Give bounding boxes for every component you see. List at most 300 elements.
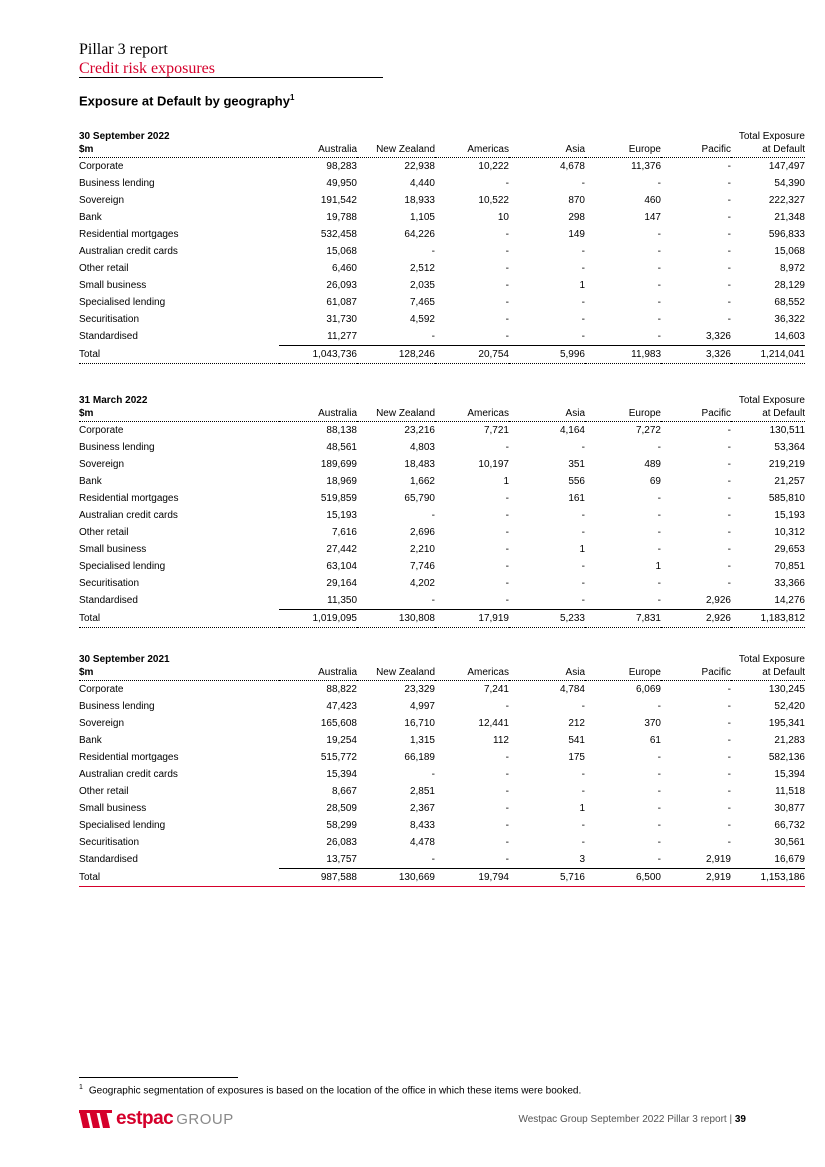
cell-value: 1 [655, 561, 661, 572]
table-row [79, 473, 805, 490]
cell-value: 1 [503, 476, 509, 487]
cell-value: 10,312 [774, 527, 805, 538]
cell-value: - [505, 769, 509, 780]
cell-value: 10,522 [478, 195, 509, 206]
row-label: Standardised [79, 854, 138, 866]
cell-value: 212 [568, 718, 585, 729]
cell-value: - [727, 459, 731, 470]
cell-value: - [727, 246, 731, 257]
total-value: 1,183,812 [731, 610, 805, 628]
cell-value: 222,327 [768, 195, 805, 206]
column-header: Asia [509, 666, 585, 681]
cell-value: - [581, 263, 585, 274]
cell-value: - [581, 595, 585, 606]
cell-value: 47,423 [326, 701, 357, 712]
cell-value: 596,833 [768, 229, 805, 240]
cell-value: - [431, 246, 435, 257]
header-spacer [661, 653, 731, 666]
cell-value: 4,997 [409, 701, 435, 712]
total-label: Total [79, 610, 279, 628]
cell-value: 28,509 [326, 803, 357, 814]
total-value: 1,019,095 [279, 610, 357, 628]
total-value: 5,233 [509, 610, 585, 628]
row-label: Residential mortgages [79, 493, 179, 504]
cell-value: 7,465 [409, 297, 435, 308]
row-label: Standardised [79, 331, 138, 343]
row-label: Specialised lending [79, 820, 166, 831]
total-header-line1: Total Exposure [738, 654, 805, 665]
cell-value: 147 [644, 212, 661, 223]
cell-value: 61 [649, 735, 661, 746]
cell-value: 18,933 [404, 195, 435, 206]
cell-value: - [657, 578, 661, 589]
cell-value: - [431, 769, 435, 780]
cell-value: - [657, 854, 661, 865]
cell-value: 19,788 [326, 212, 357, 223]
total-value: 2,919 [661, 869, 731, 887]
cell-value: - [657, 314, 661, 325]
cell-value: - [727, 735, 731, 746]
cell-value: - [727, 837, 731, 848]
header-spacer [585, 653, 661, 666]
cell-value: 88,822 [326, 684, 357, 695]
cell-value: 1,315 [409, 735, 435, 746]
page-number: 39 [734, 1114, 746, 1125]
cell-value: 18,483 [404, 459, 435, 470]
total-value: 987,588 [279, 869, 357, 887]
cell-value: 298 [568, 212, 585, 223]
cell-value: 165,608 [320, 718, 357, 729]
cell-value: - [727, 195, 731, 206]
column-header: Americas [435, 407, 509, 422]
cell-value: 29,164 [326, 578, 357, 589]
cell-value: - [727, 212, 731, 223]
cell-value: - [505, 854, 509, 865]
cell-value: - [581, 527, 585, 538]
cell-value: 10,222 [478, 161, 509, 172]
cell-value: 541 [568, 735, 585, 746]
cell-value: 13,757 [326, 854, 357, 865]
cell-value: - [727, 263, 731, 274]
cell-value: - [727, 425, 731, 436]
cell-value: 16,679 [774, 854, 805, 865]
total-value: 1,214,041 [731, 346, 805, 364]
cell-value: 7,272 [635, 425, 661, 436]
row-label: Corporate [79, 161, 124, 172]
table-row [79, 507, 805, 524]
footnote-marker: 1 [79, 1084, 83, 1091]
cell-value: - [505, 314, 509, 325]
unit-label: $m [79, 143, 279, 158]
cell-value: 66,732 [774, 820, 805, 831]
cell-value: - [727, 752, 731, 763]
cell-value: 4,164 [559, 425, 585, 436]
cell-value: 15,193 [774, 510, 805, 521]
cell-value: - [505, 578, 509, 589]
cell-value: - [657, 769, 661, 780]
cell-value: - [657, 786, 661, 797]
exposure-table-mar-2022 [79, 394, 805, 628]
cell-value: - [727, 701, 731, 712]
cell-value: - [727, 561, 731, 572]
table-row [79, 766, 805, 783]
total-value: 2,926 [661, 610, 731, 628]
cell-value: 195,341 [768, 718, 805, 729]
row-label: Securitisation [79, 314, 140, 325]
cell-value: 4,678 [559, 161, 585, 172]
column-header: Europe [585, 666, 661, 681]
cell-value: 31,730 [326, 314, 357, 325]
cell-value: 4,202 [409, 578, 435, 589]
row-label: Business lending [79, 178, 155, 189]
table-row [79, 294, 805, 311]
cell-value: - [431, 510, 435, 521]
header-spacer [357, 394, 435, 407]
row-label: Other retail [79, 263, 129, 274]
cell-value: - [657, 297, 661, 308]
total-header-line2: at Default [731, 407, 805, 422]
table-row [79, 192, 805, 209]
column-header: Pacific [661, 666, 731, 681]
header-spacer [435, 394, 509, 407]
cell-value: - [727, 314, 731, 325]
cell-value: 15,394 [774, 769, 805, 780]
cell-value: - [581, 510, 585, 521]
table-row [79, 490, 805, 507]
table-row [79, 783, 805, 800]
logo-group-text: GROUP [176, 1110, 234, 1128]
cell-value: 15,193 [326, 510, 357, 521]
cell-value: - [581, 331, 585, 342]
cell-value: 2,210 [409, 544, 435, 555]
cell-value: - [657, 246, 661, 257]
row-label: Sovereign [79, 459, 125, 470]
period-label: 30 September 2021 [79, 654, 170, 665]
cell-value: 189,699 [320, 459, 357, 470]
footer-text: Westpac Group September 2022 Pillar 3 report | [518, 1114, 735, 1125]
cell-value: 18,969 [326, 476, 357, 487]
cell-value: - [657, 178, 661, 189]
cell-value: 870 [568, 195, 585, 206]
cell-value: - [505, 786, 509, 797]
cell-value: 4,478 [409, 837, 435, 848]
cell-value: 4,803 [409, 442, 435, 453]
westpac-w-icon [79, 1109, 115, 1129]
cell-value: 130,245 [768, 684, 805, 695]
table-row [79, 439, 805, 456]
row-label: Other retail [79, 786, 129, 797]
cell-value: - [727, 442, 731, 453]
footnote-divider [79, 1077, 238, 1078]
section-title [79, 93, 294, 108]
column-header: New Zealand [357, 407, 435, 422]
row-label: Residential mortgages [79, 752, 179, 763]
cell-value: 1 [579, 544, 585, 555]
cell-value: - [727, 476, 731, 487]
table-row [79, 175, 805, 192]
total-header-line1: Total Exposure [738, 131, 805, 142]
cell-value: - [727, 493, 731, 504]
cell-value: 23,216 [404, 425, 435, 436]
cell-value: - [657, 527, 661, 538]
cell-value: - [581, 786, 585, 797]
cell-value: - [581, 561, 585, 572]
cell-value: - [727, 161, 731, 172]
row-label: Bank [79, 735, 102, 746]
cell-value: - [505, 803, 509, 814]
cell-value: 8,667 [331, 786, 357, 797]
cell-value: 49,950 [326, 178, 357, 189]
cell-value: - [657, 493, 661, 504]
cell-value: 4,440 [409, 178, 435, 189]
cell-value: 2,851 [409, 786, 435, 797]
cell-value: - [657, 442, 661, 453]
cell-value: - [505, 527, 509, 538]
cell-value: - [505, 544, 509, 555]
cell-value: 11,376 [631, 161, 661, 172]
cell-value: 219,219 [768, 459, 805, 470]
column-header: Asia [509, 407, 585, 422]
cell-value: 14,603 [774, 331, 805, 342]
row-label: Bank [79, 476, 102, 487]
cell-value: - [581, 178, 585, 189]
total-header-line2: at Default [731, 666, 805, 681]
row-label: Securitisation [79, 837, 140, 848]
column-header: Europe [585, 143, 661, 158]
cell-value: 2,919 [705, 854, 731, 865]
cell-value: - [581, 837, 585, 848]
cell-value: - [581, 820, 585, 831]
cell-value: 69 [649, 476, 661, 487]
cell-value: - [581, 297, 585, 308]
cell-value: 1 [579, 280, 585, 291]
cell-value: - [657, 803, 661, 814]
logo-wordmark: estpac [116, 1108, 174, 1129]
cell-value: - [727, 544, 731, 555]
cell-value: 11,518 [775, 786, 805, 797]
cell-value: 10 [497, 212, 509, 223]
total-value: 130,669 [357, 869, 435, 887]
table-row [79, 851, 805, 869]
row-label: Australian credit cards [79, 246, 178, 257]
cell-value: 130,511 [769, 425, 805, 436]
footnote-ref: 1 [289, 93, 295, 102]
cell-value: 28,129 [774, 280, 805, 291]
cell-value: 36,322 [774, 314, 805, 325]
cell-value: - [505, 510, 509, 521]
total-value: 11,983 [585, 346, 661, 364]
cell-value: 21,348 [774, 212, 805, 223]
cell-value: 1,105 [409, 212, 435, 223]
cell-value: 66,189 [404, 752, 435, 763]
cell-value: - [657, 820, 661, 831]
cell-value: 175 [568, 752, 585, 763]
cell-value: - [431, 331, 435, 342]
cell-value: 1 [579, 803, 585, 814]
cell-value: 21,283 [774, 735, 805, 746]
cell-value: 15,068 [774, 246, 805, 257]
cell-value: - [727, 718, 731, 729]
total-value: 19,794 [435, 869, 509, 887]
cell-value: 14,276 [774, 595, 805, 606]
cell-value: - [505, 229, 509, 240]
cell-value: 7,241 [483, 684, 509, 695]
cell-value: - [581, 442, 585, 453]
cell-value: 26,093 [326, 280, 357, 291]
cell-value: 161 [568, 493, 585, 504]
cell-value: 21,257 [774, 476, 805, 487]
cell-value: 2,035 [409, 280, 435, 291]
total-row [79, 610, 805, 628]
cell-value: 52,420 [774, 701, 805, 712]
column-header: Americas [435, 143, 509, 158]
cell-value: 370 [644, 718, 661, 729]
cell-value: 2,367 [409, 803, 435, 814]
table-header-row [79, 653, 805, 666]
cell-value: - [505, 561, 509, 572]
table-row [79, 817, 805, 834]
cell-value: 519,859 [320, 493, 357, 504]
cell-value: 489 [644, 459, 661, 470]
total-value: 7,831 [585, 610, 661, 628]
cell-value: 4,592 [409, 314, 435, 325]
cell-value: 3 [579, 854, 585, 865]
table-row [79, 260, 805, 277]
cell-value: 8,433 [409, 820, 435, 831]
total-value: 130,808 [357, 610, 435, 628]
cell-value: - [657, 752, 661, 763]
cell-value: 15,394 [326, 769, 357, 780]
westpac-logo [79, 1108, 234, 1130]
cell-value: 515,772 [320, 752, 357, 763]
cell-value: - [727, 803, 731, 814]
column-header: New Zealand [357, 143, 435, 158]
table-row [79, 749, 805, 766]
cell-value: - [505, 442, 509, 453]
footnote [79, 1084, 581, 1096]
row-label: Small business [79, 280, 147, 291]
header-spacer [279, 130, 357, 143]
table-header-row [79, 143, 805, 158]
cell-value: - [505, 263, 509, 274]
cell-value: 532,458 [320, 229, 357, 240]
cell-value: 61,087 [326, 297, 357, 308]
row-label: Specialised lending [79, 561, 166, 572]
header-spacer [661, 130, 731, 143]
cell-value: - [505, 493, 509, 504]
cell-value: 11,277 [327, 331, 357, 342]
table-row [79, 732, 805, 749]
column-header: Pacific [661, 143, 731, 158]
cell-value: 58,299 [326, 820, 357, 831]
table-header-row [79, 407, 805, 422]
cell-value: - [505, 820, 509, 831]
cell-value: 1,662 [409, 476, 435, 487]
total-label: Total [79, 346, 279, 364]
row-label: Australian credit cards [79, 510, 178, 521]
cell-value: 68,552 [774, 297, 805, 308]
column-header: Australia [279, 143, 357, 158]
table-row [79, 800, 805, 817]
cell-value: - [727, 178, 731, 189]
cell-value: 48,561 [326, 442, 357, 453]
cell-value: 2,926 [705, 595, 731, 606]
row-label: Sovereign [79, 718, 125, 729]
cell-value: 26,083 [326, 837, 357, 848]
row-label: Business lending [79, 701, 155, 712]
cell-value: 585,810 [768, 493, 805, 504]
total-value: 20,754 [435, 346, 509, 364]
cell-value: - [581, 769, 585, 780]
cell-value: - [727, 527, 731, 538]
header-spacer [279, 394, 357, 407]
row-label: Small business [79, 544, 147, 555]
cell-value: 16,710 [404, 718, 435, 729]
cell-value: 15,068 [326, 246, 357, 257]
cell-value: 54,390 [774, 178, 805, 189]
cell-value: - [581, 314, 585, 325]
cell-value: - [657, 701, 661, 712]
cell-value: 27,442 [326, 544, 357, 555]
cell-value: 556 [568, 476, 585, 487]
header-spacer [661, 394, 731, 407]
cell-value: 63,104 [326, 561, 357, 572]
cell-value: 53,364 [774, 442, 805, 453]
row-label: Specialised lending [79, 297, 166, 308]
total-value: 5,716 [509, 869, 585, 887]
report-title: Pillar 3 report [79, 41, 168, 58]
cell-value: - [657, 263, 661, 274]
header-spacer [435, 130, 509, 143]
cell-value: 30,877 [774, 803, 805, 814]
header-spacer [509, 653, 585, 666]
cell-value: - [505, 595, 509, 606]
row-label: Australian credit cards [79, 769, 178, 780]
header-spacer [279, 653, 357, 666]
table-row [79, 311, 805, 328]
cell-value: 7,721 [483, 425, 509, 436]
cell-value: - [581, 701, 585, 712]
table-row [79, 524, 805, 541]
table-row [79, 715, 805, 732]
table-row [79, 558, 805, 575]
cell-value: 147,497 [768, 161, 805, 172]
cell-value: - [505, 752, 509, 763]
cell-value: - [727, 786, 731, 797]
table-row [79, 226, 805, 243]
row-label: Securitisation [79, 578, 140, 589]
header-spacer [509, 394, 585, 407]
header-spacer [585, 130, 661, 143]
table-row [79, 277, 805, 294]
table-row [79, 456, 805, 473]
cell-value: 88,138 [326, 425, 357, 436]
cell-value: - [505, 178, 509, 189]
table-header-row [79, 394, 805, 407]
cell-value: 23,329 [404, 684, 435, 695]
cell-value: - [505, 280, 509, 291]
cell-value: 351 [568, 459, 585, 470]
cell-value: 191,542 [320, 195, 357, 206]
footnote-text: Geographic segmentation of exposures is based on the location of the office in which these items were booked. [88, 1085, 582, 1097]
exposure-table-sep-2021 [79, 653, 805, 887]
header-spacer [585, 394, 661, 407]
cell-value: 2,512 [409, 263, 435, 274]
cell-value: 4,784 [559, 684, 585, 695]
period-label: 31 March 2022 [79, 395, 148, 406]
report-section-subtitle: Credit risk exposures [79, 60, 215, 77]
table-row [79, 541, 805, 558]
